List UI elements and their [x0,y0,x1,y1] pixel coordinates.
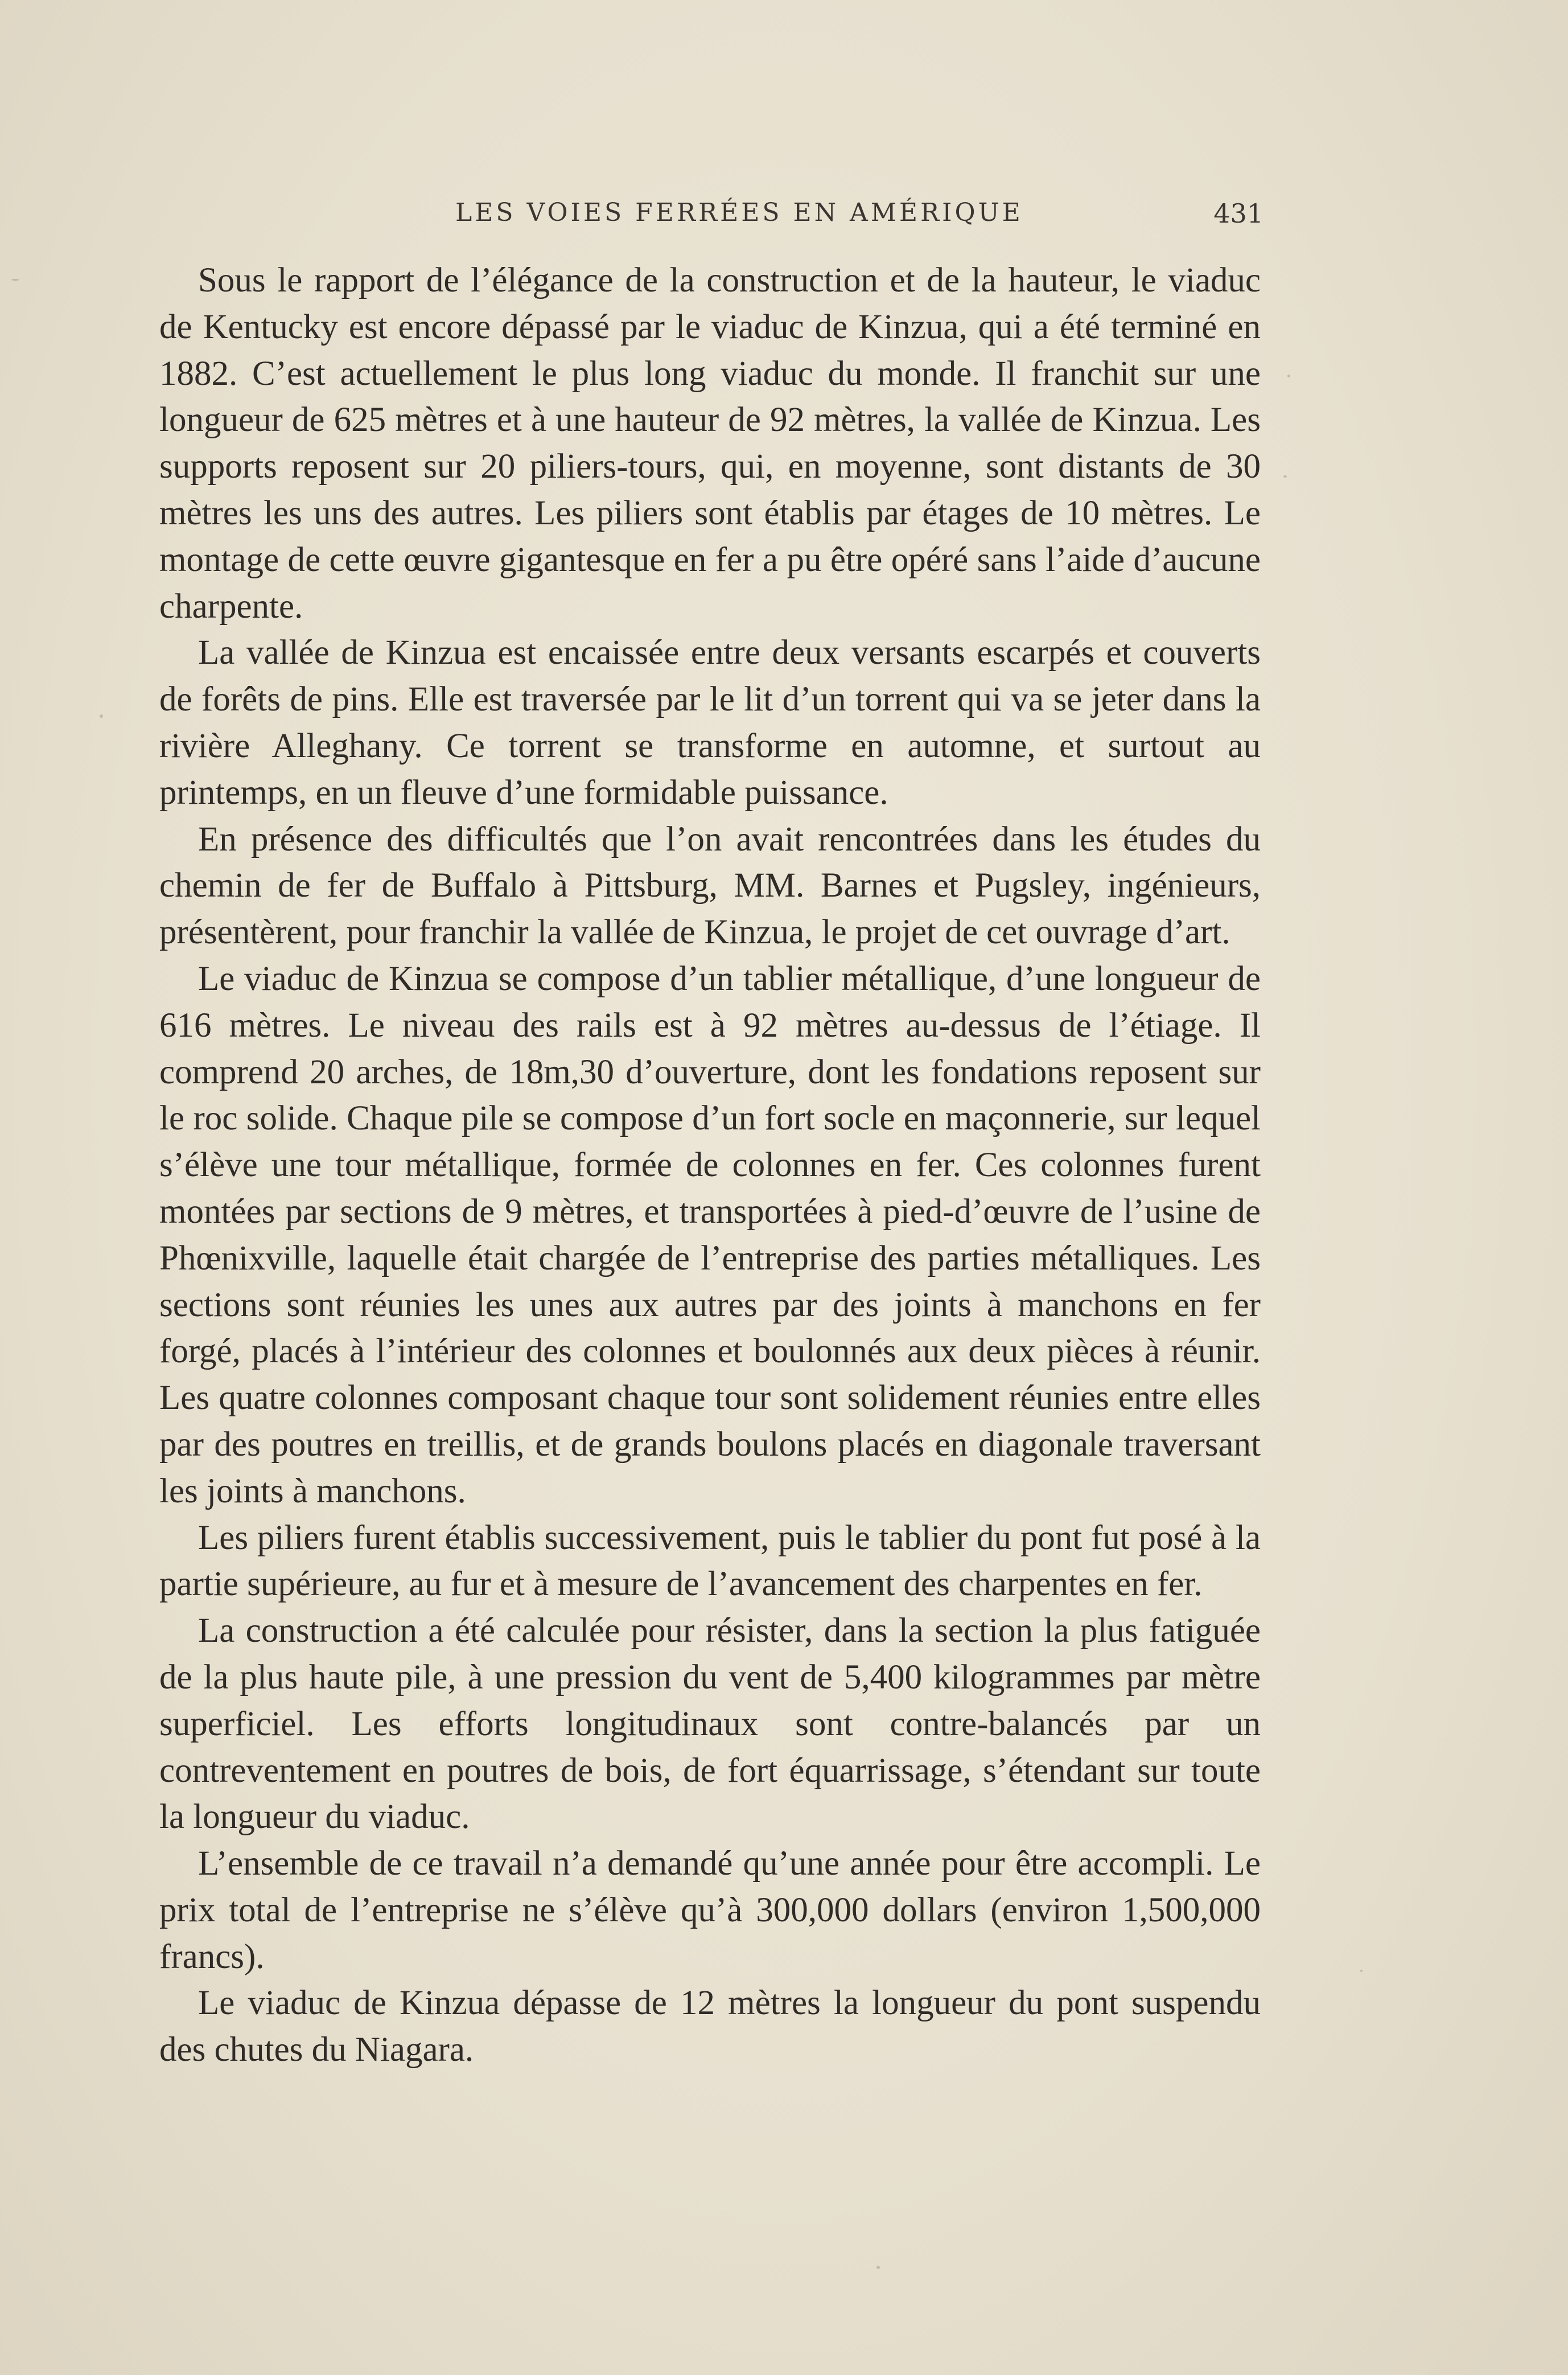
paragraph-niagara: Le viaduc de Kinzua dépasse de 12 mètres la longueur du pont suspendu des chutes du Niagara. [159,1984,1261,2069]
paragraph-kinzua-intro: Sous le rapport de l’élégance de la construction et de la hauteur, le viaduc de Kentucky est encore dépassé par le viaduc de Kinzua, qui a été terminé en 1882. C’est actuellement le plus long viaduc du monde. Il franchit sur une longueur de 625 mètres et à une hauteur de 92 mètres, la vallée de Kinzua. Les supports reposent sur 20 piliers-tours, qui, en moyenne, sont distants de 30 mètres les uns des autres. Les piliers sont établis par étages de 10 mètres. Le montage de cette œuvre gigantesque en fer a pu être opéré sans l’aide d’aucune charpente. [159,261,1261,626]
running-head [159,194,1264,233]
paragraph-cost: L’ensemble de ce travail n’a demandé qu’une année pour être accompli. Le prix total de l’entreprise ne s’élève qu’à 300,000 dollars (environ 1,500,000 francs). [159,1844,1261,1976]
paragraph-piers: Les piliers furent établis successivement, puis le tablier du pont fut posé à la partie supérieure, au fur et à mesure de l’avancement des charpentes en fer. [159,1518,1261,1604]
paragraph-wind: La construction a été calculée pour résister, dans la section la plus fatiguée de la plus haute pile, à une pression du vent de 5,400 kilogrammes par mètre superficiel. Les efforts longitudinaux sont contre-balancés par un contreventement en poutres de bois, de fort équarrissage, s’étendant sur toute la longueur du viaduc. [159,1612,1261,1836]
paragraph-construction: Le viaduc de Kinzua se compose d’un tablier métallique, d’une longueur de 616 mètres. Le niveau des rails est à 92 mètres au-dessus de l’étiage. Il comprend 20 arches, de 18m,30 d’ouverture, dont les fondations reposent sur le roc solide. Chaque pile se compose d’un fort socle en maçonnerie, sur lequel s’élève une tour métallique, formée de colonnes en fer. Ces colonnes furent montées par sections de 9 mètres, et transportées à pied-d’œuvre de l’usine de Phœnixville, laquelle était chargée de l’entreprise des parties métalliques. Les sections sont réunies les unes aux autres par des joints à manchons en fer forgé, placés à l’intérieur des colonnes et boulonnés aux deux pièces à réunir. Les quatre colonnes composant chaque tour sont solidement réunies entre elles par des poutres en treillis, et de grands boulons placés en diagonale traversant les joints à manchons. [159,959,1261,1510]
paragraph-valley: La vallée de Kinzua est encaissée entre deux versants escarpés et couverts de forêts de pins. Elle est traversée par le lit d’un torrent qui va se jeter dans la rivière Alleghany. Ce torrent se transforme en automne, et surtout au printemps, en un fleuve d’une formidable puissance. [159,634,1261,812]
running-title: LES VOIES FERRÉES EN AMÉRIQUE [455,198,1023,227]
page-number: 431 [1213,198,1264,229]
paragraph-project: En présence des difficultés que l’on avait rencontrées dans les études du chemin de fer de Buffalo à Pittsburg, MM. Barnes et Pugsley, ingénieurs, présentèrent, pour franchir la vallée de Kinzua, le projet de cet ouvrage d’art. [159,820,1261,952]
body-text [159,257,1261,2073]
